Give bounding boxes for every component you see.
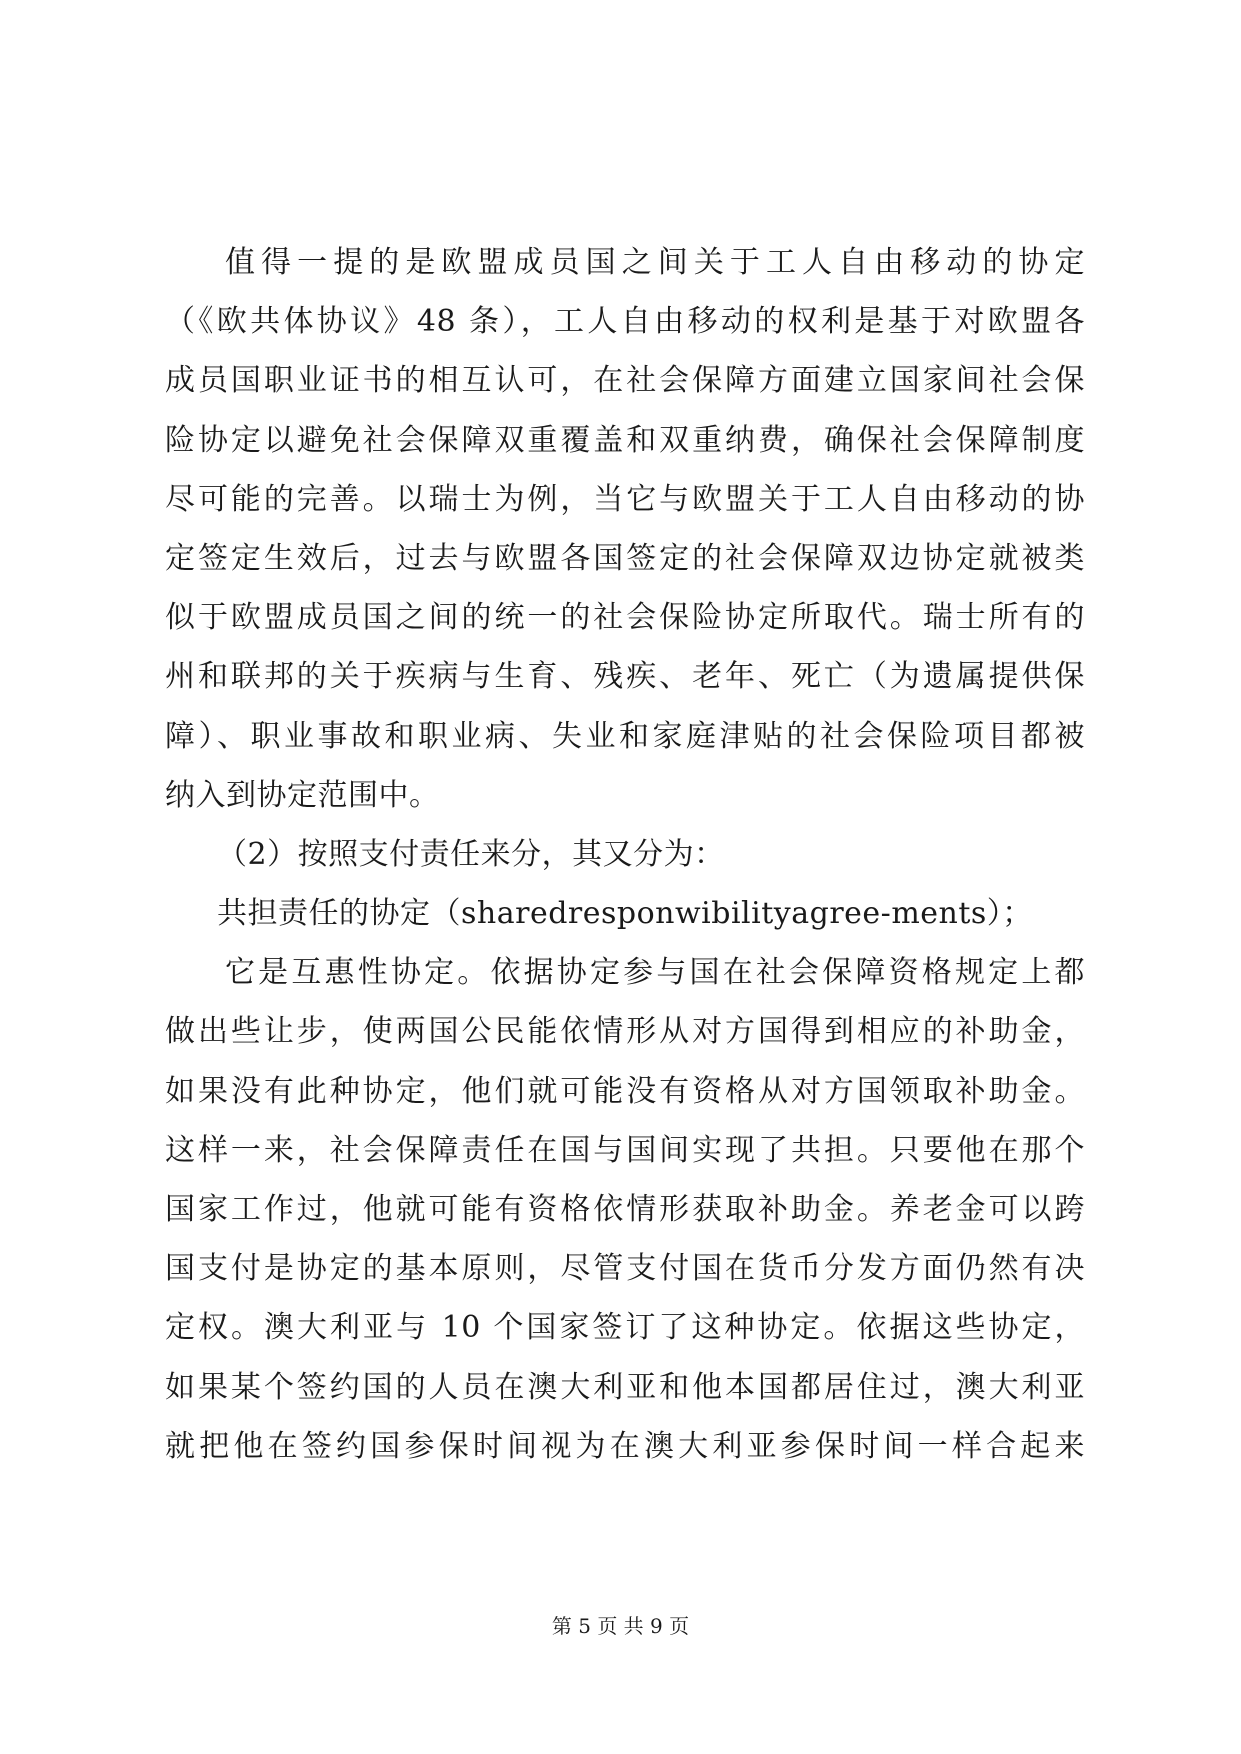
paragraph-4-line-5: 国家工作过，他就可能有资格依情形获取补助金。养老金可以跨 xyxy=(165,1192,1085,1227)
paragraph-2-line-1: （2）按照支付责任来分，其又分为： xyxy=(217,836,725,872)
paragraph-4-line-4: 这样一来，社会保障责任在国与国间实现了共担。只要他在那个 xyxy=(165,1132,1085,1168)
paragraph-4-line-6: 国支付是协定的基本原则，尽管支付国在货币分发方面仍然有决 xyxy=(165,1251,1085,1287)
paragraph-1-line-8: 州和联邦的关于疾病与生育、残疾、老年、死亡（为遗属提供保 xyxy=(165,659,1085,695)
paragraph-4-line-2: 做出些让步，使两国公民能依情形从对方国得到相应的补助金， xyxy=(165,1014,1085,1050)
page-footer: 第 5 页 共 9 页 xyxy=(551,1614,690,1638)
paragraph-1-line-1: 值得一提的是欧盟成员国之间关于工人自由移动的协定 xyxy=(225,245,1085,280)
paragraph-1-line-2: （《欧共体协议》48 条），工人自由移动的权利是基于对欧盟各 xyxy=(165,304,1085,340)
paragraph-4-line-3: 如果没有此种协定，他们就可能没有资格从对方国领取补助金。 xyxy=(165,1073,1085,1109)
paragraph-3-line-1: 共担责任的协定（sharedresponwibilityagree-ments）； xyxy=(217,896,1033,932)
paragraph-4-line-9: 就把他在签约国参保时间视为在澳大利亚参保时间一样合起来 xyxy=(165,1428,1085,1464)
paragraph-1-line-6: 定签定生效后，过去与欧盟各国签定的社会保障双边协定就被类 xyxy=(165,540,1085,576)
paragraph-1-line-3: 成员国职业证书的相互认可，在社会保障方面建立国家间社会保 xyxy=(165,363,1085,399)
paragraph-1-line-7: 似于欧盟成员国之间的统一的社会保险协定所取代。瑞士所有的 xyxy=(165,600,1085,636)
paragraph-1-line-10: 纳入到协定范围中。 xyxy=(165,777,440,813)
body-text xyxy=(165,233,1085,1476)
paragraph-1-line-4: 险协定以避免社会保障双重覆盖和双重纳费，确保社会保障制度 xyxy=(165,422,1085,458)
paragraph-1-line-9: 障）、职业事故和职业病、失业和家庭津贴的社会保险项目都被 xyxy=(165,718,1085,754)
paragraph-1-line-5: 尽可能的完善。以瑞士为例，当它与欧盟关于工人自由移动的协 xyxy=(165,481,1085,517)
paragraph-4-line-8: 如果某个签约国的人员在澳大利亚和他本国都居住过，澳大利亚 xyxy=(165,1369,1085,1405)
paragraph-4-line-1: 它是互惠性协定。依据协定参与国在社会保障资格规定上都 xyxy=(225,955,1085,991)
paragraph-4-line-7: 定权。澳大利亚与 10 个国家签订了这种协定。依据这些协定， xyxy=(165,1310,1085,1346)
